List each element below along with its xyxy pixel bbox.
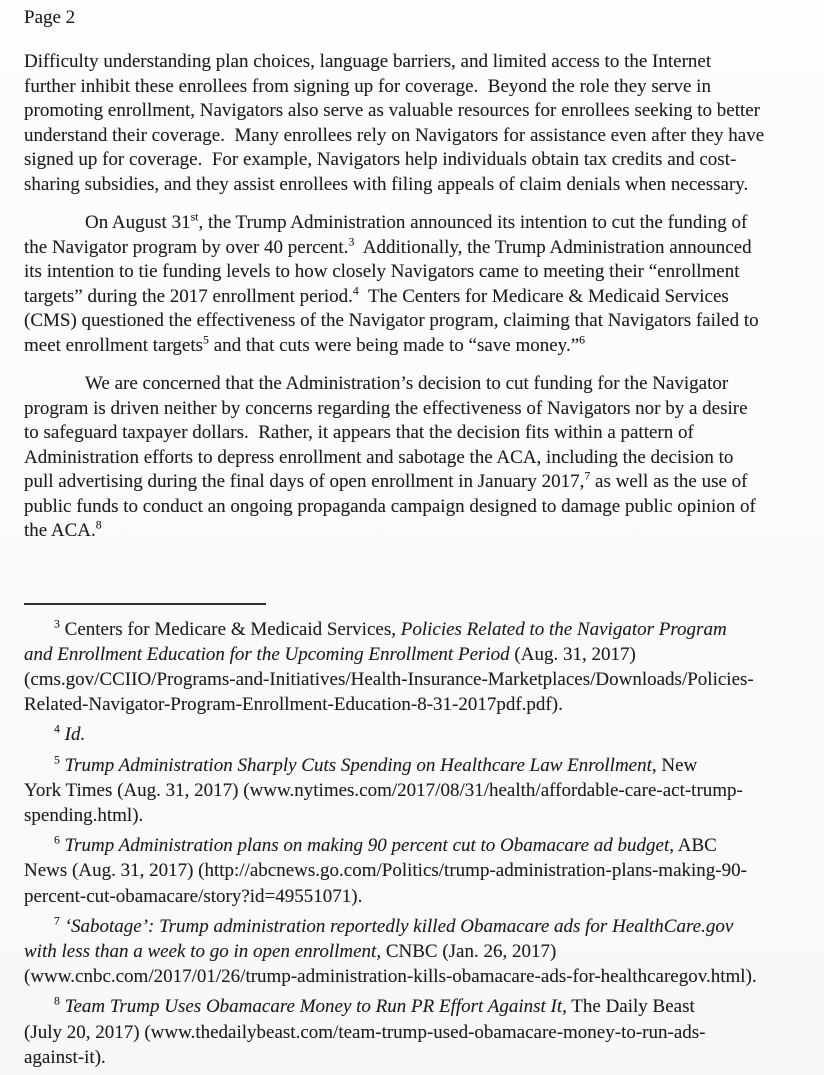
- text-line: program is driven neither by concerns regarding the effectiveness of Navigators nor by a desire: [24, 397, 748, 419]
- page-number-label: Page 2: [24, 7, 76, 28]
- text-line: public funds to conduct an ongoing propaganda campaign designed to damage public opinion of: [24, 495, 756, 517]
- paragraph-1: [24, 50, 808, 197]
- text-line: the Navigator program by over 40 percent.$^3$ Additionally, the Trump Administration announced: [24, 235, 752, 258]
- footnote-4: [24, 722, 808, 747]
- text-line: sharing subsidies, and they assist enrollees with filing appeals of claim denials when necessary.: [24, 173, 749, 195]
- text-line: targets” during the 2017 enrollment period.$^4$ The Centers for Medicare & Medicaid Services: [24, 284, 729, 307]
- text-line: Related-Navigator-Program-Enrollment-Education-8-31-2017pdf.pdf).: [24, 694, 563, 716]
- text-line: to safeguard taxpayer dollars. Rather, it appears that the decision fits within a pattern of: [24, 422, 694, 443]
- footnote-6: [24, 833, 808, 909]
- text-line: and Enrollment Education for the Upcoming Enrollment Period (Aug. 31, 2017): [24, 643, 636, 665]
- text-line: pull advertising during the final days of open enrollment in January 2017,$^7$ as well as the use of: [24, 469, 748, 492]
- text-line: York Times (Aug. 31, 2017) (www.nytimes.com/2017/08/31/health/affordable-care-act-trump-: [24, 779, 743, 801]
- text-line: $^7$ ‘Sabotage’: Trump administration reportedly killed Obamacare ads for HealthCare.gov: [54, 914, 734, 937]
- footnote-3: [24, 617, 808, 718]
- text-line: promoting enrollment, Navigators also serve as valuable resources for enrollees seeking to better: [24, 100, 761, 121]
- text-line: spending.html).: [24, 804, 144, 826]
- text-line: Administration efforts to depress enrollment and sabotage the ACA, including the decision to: [24, 446, 734, 468]
- text-line: percent-cut-obamacare/story?id=49551071).: [24, 885, 363, 907]
- text-line: further inhibit these enrollees from signing up for coverage. Beyond the role they serve in: [24, 75, 711, 97]
- footnote-7: [24, 914, 808, 990]
- footnote-5: [24, 753, 808, 829]
- text-line: $^8$ Team Trump Uses Obamacare Money to Run PR Effort Against It, The Daily Beast: [54, 995, 695, 1018]
- text-line: meet enrollment targets$^5$ and that cuts were being made to “save money.”$^6$: [24, 333, 586, 356]
- text-line: signed up for coverage. For example, Navigators help individuals obtain tax credits and cost-: [24, 149, 737, 170]
- text-line: We are concerned that the Administration’s decision to cut funding for the Navigator: [85, 373, 729, 394]
- text-line: (cms.gov/CCIIO/Programs-and-Initiatives/Health-Insurance-Marketplaces/Downloads/Policies-: [24, 668, 754, 690]
- text-line: (www.cnbc.com/2017/01/26/trump-administration-kills-obamacare-ads-for-healthcaregov.html).: [24, 966, 757, 988]
- text-line: $^4$ Id.: [54, 722, 86, 746]
- paragraph-3: [24, 372, 808, 544]
- body-paragraphs: [24, 50, 808, 544]
- text-line: $^3$ Centers for Medicare & Medicaid Services, Policies Related to the Navigator Program: [54, 617, 727, 640]
- text-line: $^6$ Trump Administration plans on making 90 percent cut to Obamacare ad budget, ABC: [54, 833, 717, 857]
- text-line: the ACA.$^8$: [24, 518, 102, 541]
- text-line: $^5$ Trump Administration Sharply Cuts Spending on Healthcare Law Enrollment, New: [54, 753, 698, 776]
- text-line: its intention to tie funding levels to how closely Navigators came to meeting their “enrollment: [24, 261, 740, 282]
- text-line: with less than a week to go in open enrollment, CNBC (Jan. 26, 2017): [24, 940, 557, 962]
- paragraph-2: [24, 211, 808, 358]
- text-line: Difficulty understanding plan choices, language barriers, and limited access to the Internet: [24, 51, 712, 72]
- footnote-section: [24, 603, 808, 1070]
- text-line: understand their coverage. Many enrollees rely on Navigators for assistance even after they have: [24, 124, 765, 146]
- text-line: On August 31st, the Trump Administration announced its intention to cut the funding of: [85, 210, 748, 233]
- footnotes: [24, 605, 808, 1070]
- text-line: against-it).: [24, 1046, 106, 1068]
- footnote-8: [24, 994, 808, 1070]
- text-line: (July 20, 2017) (www.thedailybeast.com/team-trump-used-obamacare-money-to-run-ads-: [24, 1021, 706, 1043]
- text-line: News (Aug. 31, 2017) (http://abcnews.go.com/Politics/trump-administration-plans-making-90-: [24, 860, 747, 882]
- text-line: (CMS) questioned the effectiveness of the Navigator program, claiming that Navigators failed to: [24, 310, 759, 331]
